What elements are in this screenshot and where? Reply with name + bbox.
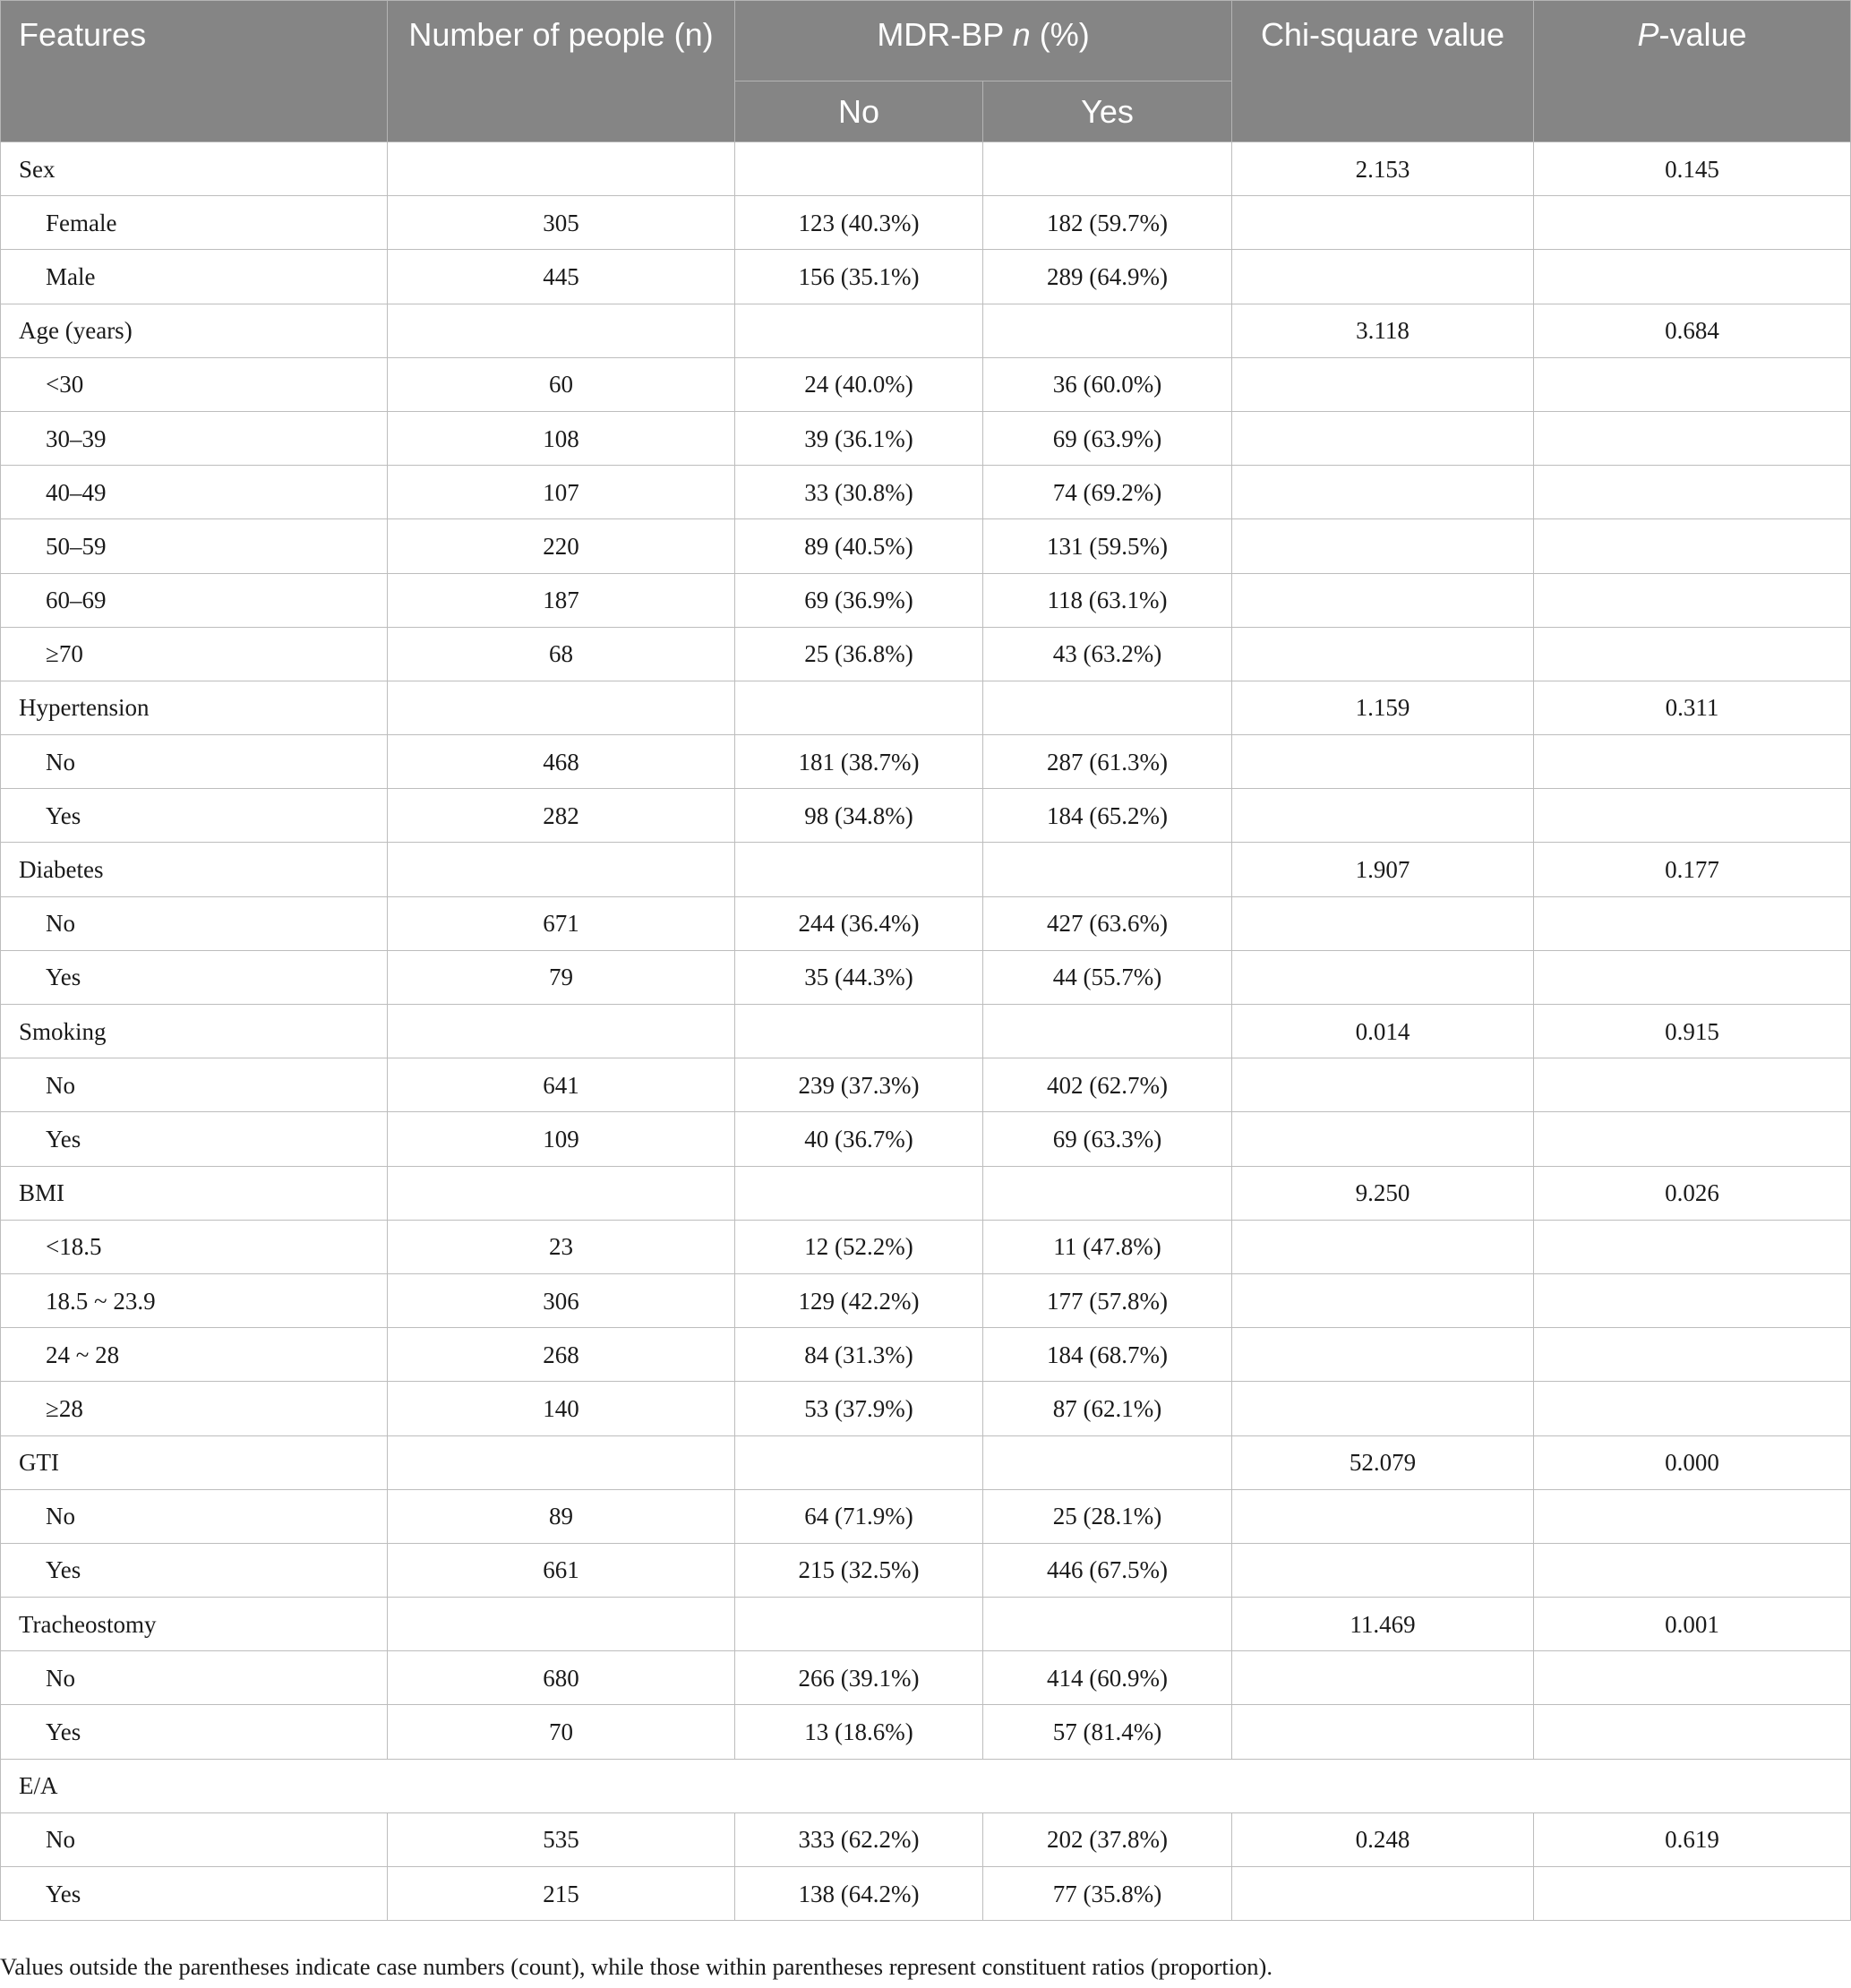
cell-mdr-no: 181 (38.7%) (735, 735, 983, 789)
cell-chi-square (1232, 1220, 1534, 1273)
cell-p-value (1534, 1112, 1851, 1166)
cell-chi-square (1232, 519, 1534, 573)
table-row (1, 950, 1851, 1004)
table-row (1, 1812, 1851, 1866)
cell-number-of-people: 535 (388, 1812, 735, 1866)
cell-mdr-no: 13 (18.6%) (735, 1705, 983, 1759)
cell-chi-square (1232, 896, 1534, 950)
table-row (1, 411, 1851, 465)
cell-p-value: 0.684 (1534, 304, 1851, 357)
table-row (1, 250, 1851, 304)
cell-number-of-people (388, 1598, 735, 1651)
cell-chi-square (1232, 357, 1534, 411)
row-label: Age (years) (1, 304, 388, 357)
header-number-of-people: Number of people (n) (388, 1, 735, 142)
header-p-letter: P (1637, 16, 1659, 53)
cell-mdr-no (735, 681, 983, 734)
cell-chi-square: 0.248 (1232, 1812, 1534, 1866)
table-row (1, 1220, 1851, 1273)
cell-mdr-yes (983, 142, 1232, 196)
cell-mdr-yes: 402 (62.7%) (983, 1058, 1232, 1112)
cell-mdr-yes: 11 (47.8%) (983, 1220, 1232, 1273)
cell-p-value (1534, 1058, 1851, 1112)
cell-p-value (1534, 1651, 1851, 1705)
cell-mdr-no (735, 1005, 983, 1058)
table-row (1, 573, 1851, 627)
cell-chi-square: 0.014 (1232, 1005, 1534, 1058)
cell-number-of-people: 282 (388, 789, 735, 843)
table-row (1, 1328, 1851, 1382)
row-label: Yes (1, 789, 388, 843)
cell-chi-square (1232, 950, 1534, 1004)
header-chi-square: Chi-square value (1232, 1, 1534, 142)
cell-chi-square (1232, 1382, 1534, 1435)
cell-number-of-people: 68 (388, 627, 735, 681)
table-row (1, 1651, 1851, 1705)
row-label: Yes (1, 950, 388, 1004)
cell-mdr-no: 239 (37.3%) (735, 1058, 983, 1112)
cell-chi-square (1232, 1651, 1534, 1705)
cell-p-value (1534, 196, 1851, 250)
table-row (1, 1489, 1851, 1543)
cell-number-of-people: 109 (388, 1112, 735, 1166)
row-label: No (1, 896, 388, 950)
cell-number-of-people: 107 (388, 466, 735, 519)
cell-mdr-yes: 77 (35.8%) (983, 1867, 1232, 1921)
row-label: No (1, 1058, 388, 1112)
table-row (1, 896, 1851, 950)
cell-mdr-no: 35 (44.3%) (735, 950, 983, 1004)
table-row (1, 1273, 1851, 1327)
cell-chi-square: 52.079 (1232, 1435, 1534, 1489)
cell-number-of-people (388, 142, 735, 196)
table-header (1, 1, 1851, 142)
cell-mdr-no: 12 (52.2%) (735, 1220, 983, 1273)
cell-mdr-no: 24 (40.0%) (735, 357, 983, 411)
cell-number-of-people: 60 (388, 357, 735, 411)
cell-mdr-no: 98 (34.8%) (735, 789, 983, 843)
header-p-value (1534, 1, 1851, 142)
cell-chi-square (1232, 1867, 1534, 1921)
cell-mdr-no: 123 (40.3%) (735, 196, 983, 250)
cell-mdr-yes: 446 (67.5%) (983, 1543, 1232, 1597)
cell-p-value (1534, 466, 1851, 519)
cell-mdr-yes: 184 (68.7%) (983, 1328, 1232, 1382)
cell-p-value (1534, 896, 1851, 950)
row-label: Yes (1, 1112, 388, 1166)
cell-p-value (1534, 250, 1851, 304)
cell-mdr-no: 129 (42.2%) (735, 1273, 983, 1327)
cell-p-value (1534, 1867, 1851, 1921)
cell-mdr-yes (983, 1166, 1232, 1220)
cell-number-of-people: 661 (388, 1543, 735, 1597)
header-mdr-suffix: (%) (1030, 16, 1090, 53)
cell-chi-square (1232, 735, 1534, 789)
cell-number-of-people (388, 1166, 735, 1220)
row-label: ≥28 (1, 1382, 388, 1435)
cell-number-of-people: 305 (388, 196, 735, 250)
row-label: BMI (1, 1166, 388, 1220)
cell-mdr-yes: 414 (60.9%) (983, 1651, 1232, 1705)
cell-mdr-yes: 69 (63.3%) (983, 1112, 1232, 1166)
cell-mdr-no: 64 (71.9%) (735, 1489, 983, 1543)
cell-chi-square (1232, 250, 1534, 304)
cell-p-value (1534, 357, 1851, 411)
row-label: Hypertension (1, 681, 388, 734)
cell-number-of-people: 215 (388, 1867, 735, 1921)
cell-mdr-no (735, 1435, 983, 1489)
row-label: Male (1, 250, 388, 304)
row-label: Female (1, 196, 388, 250)
cell-number-of-people: 306 (388, 1273, 735, 1327)
cell-chi-square: 9.250 (1232, 1166, 1534, 1220)
header-sub-yes: Yes (983, 81, 1232, 142)
cell-mdr-yes: 87 (62.1%) (983, 1382, 1232, 1435)
cell-number-of-people: 220 (388, 519, 735, 573)
cell-number-of-people (388, 681, 735, 734)
cell-mdr-no (735, 843, 983, 896)
header-mdr-n: n (1012, 16, 1031, 53)
row-label: No (1, 735, 388, 789)
cell-p-value: 0.177 (1534, 843, 1851, 896)
row-label: No (1, 1651, 388, 1705)
cell-p-value: 0.311 (1534, 681, 1851, 734)
table-row (1, 1166, 1851, 1220)
cell-number-of-people: 140 (388, 1382, 735, 1435)
cell-p-value (1534, 573, 1851, 627)
table-row (1, 466, 1851, 519)
cell-mdr-no: 25 (36.8%) (735, 627, 983, 681)
cell-number-of-people (388, 1435, 735, 1489)
table-row (1, 1705, 1851, 1759)
table-row (1, 1112, 1851, 1166)
cell-p-value: 0.026 (1534, 1166, 1851, 1220)
table-body (1, 142, 1851, 1921)
cell-p-value: 0.619 (1534, 1812, 1851, 1866)
table-row (1, 1598, 1851, 1651)
cell-mdr-no (735, 142, 983, 196)
table-row (1, 357, 1851, 411)
cell-chi-square (1232, 1058, 1534, 1112)
row-label: 30–39 (1, 411, 388, 465)
cell-chi-square (1232, 466, 1534, 519)
row-label: Yes (1, 1705, 388, 1759)
header-mdr-bp (735, 1, 1232, 81)
cell-mdr-yes: 36 (60.0%) (983, 357, 1232, 411)
cell-mdr-no: 33 (30.8%) (735, 466, 983, 519)
cell-p-value (1534, 1705, 1851, 1759)
cell-mdr-yes (983, 1005, 1232, 1058)
table-row (1, 519, 1851, 573)
cell-p-value: 0.145 (1534, 142, 1851, 196)
cell-chi-square (1232, 1273, 1534, 1327)
cell-mdr-yes: 182 (59.7%) (983, 196, 1232, 250)
cell-p-value (1534, 1220, 1851, 1273)
cell-chi-square (1232, 789, 1534, 843)
cell-mdr-no: 138 (64.2%) (735, 1867, 983, 1921)
cell-chi-square: 1.907 (1232, 843, 1534, 896)
row-label: Smoking (1, 1005, 388, 1058)
row-label: <30 (1, 357, 388, 411)
cell-mdr-yes (983, 843, 1232, 896)
table-row (1, 1543, 1851, 1597)
row-label: Sex (1, 142, 388, 196)
row-label: 60–69 (1, 573, 388, 627)
cell-mdr-no: 39 (36.1%) (735, 411, 983, 465)
cell-chi-square (1232, 196, 1534, 250)
cell-number-of-people: 187 (388, 573, 735, 627)
cell-chi-square: 3.118 (1232, 304, 1534, 357)
cell-number-of-people: 70 (388, 1705, 735, 1759)
header-mdr-prefix: MDR-BP (877, 16, 1013, 53)
header-features: Features (1, 1, 388, 142)
cell-number-of-people: 671 (388, 896, 735, 950)
cell-mdr-no: 69 (36.9%) (735, 573, 983, 627)
row-label: <18.5 (1, 1220, 388, 1273)
table-row (1, 1382, 1851, 1435)
cell-number-of-people: 680 (388, 1651, 735, 1705)
cell-p-value (1534, 950, 1851, 1004)
cell-number-of-people (388, 1005, 735, 1058)
cell-mdr-no (735, 1166, 983, 1220)
cell-p-value (1534, 411, 1851, 465)
cell-mdr-yes: 25 (28.1%) (983, 1489, 1232, 1543)
header-sub-no: No (735, 81, 983, 142)
row-label: GTI (1, 1435, 388, 1489)
cell-mdr-no: 156 (35.1%) (735, 250, 983, 304)
cell-number-of-people (388, 843, 735, 896)
cell-mdr-yes: 118 (63.1%) (983, 573, 1232, 627)
cell-chi-square: 2.153 (1232, 142, 1534, 196)
row-label: 40–49 (1, 466, 388, 519)
cell-mdr-yes: 131 (59.5%) (983, 519, 1232, 573)
table-footnote: Values outside the parentheses indicate case numbers (count), while those within parentheses represent constituent ratios (proportion). (0, 1953, 1273, 1980)
table-row (1, 1435, 1851, 1489)
cell-mdr-no: 266 (39.1%) (735, 1651, 983, 1705)
cell-mdr-yes (983, 1435, 1232, 1489)
cell-mdr-yes: 184 (65.2%) (983, 789, 1232, 843)
cell-mdr-no: 84 (31.3%) (735, 1328, 983, 1382)
row-label: Tracheostomy (1, 1598, 388, 1651)
table-row (1, 843, 1851, 896)
cell-chi-square (1232, 411, 1534, 465)
table-row (1, 1867, 1851, 1921)
cell-chi-square (1232, 1328, 1534, 1382)
table-row (1, 1759, 1851, 1812)
table-row (1, 681, 1851, 734)
cell-mdr-yes: 289 (64.9%) (983, 250, 1232, 304)
cell-p-value: 0.001 (1534, 1598, 1851, 1651)
cell-p-value: 0.000 (1534, 1435, 1851, 1489)
cell-mdr-yes: 57 (81.4%) (983, 1705, 1232, 1759)
cell-number-of-people: 79 (388, 950, 735, 1004)
row-label: 18.5 ~ 23.9 (1, 1273, 388, 1327)
cell-mdr-no: 333 (62.2%) (735, 1812, 983, 1866)
cell-p-value (1534, 789, 1851, 843)
cell-mdr-no: 215 (32.5%) (735, 1543, 983, 1597)
cell-p-value: 0.915 (1534, 1005, 1851, 1058)
cell-p-value (1534, 519, 1851, 573)
row-label: Diabetes (1, 843, 388, 896)
table-row (1, 735, 1851, 789)
cell-chi-square (1232, 1112, 1534, 1166)
cell-number-of-people (388, 304, 735, 357)
row-label: ≥70 (1, 627, 388, 681)
cell-chi-square: 1.159 (1232, 681, 1534, 734)
cell-mdr-yes: 69 (63.9%) (983, 411, 1232, 465)
cell-mdr-yes: 287 (61.3%) (983, 735, 1232, 789)
table-row (1, 1005, 1851, 1058)
header-p-suffix: -value (1658, 16, 1747, 53)
cell-mdr-yes: 177 (57.8%) (983, 1273, 1232, 1327)
cell-mdr-yes (983, 1598, 1232, 1651)
row-label: Yes (1, 1867, 388, 1921)
cell-mdr-no (735, 1598, 983, 1651)
row-label: Yes (1, 1543, 388, 1597)
cell-p-value (1534, 1273, 1851, 1327)
row-label: 50–59 (1, 519, 388, 573)
table-row (1, 142, 1851, 196)
cell-mdr-yes: 44 (55.7%) (983, 950, 1232, 1004)
cell-mdr-yes (983, 304, 1232, 357)
cell-p-value (1534, 735, 1851, 789)
cell-mdr-no: 89 (40.5%) (735, 519, 983, 573)
table-row (1, 304, 1851, 357)
row-label: No (1, 1812, 388, 1866)
cell-mdr-yes (983, 681, 1232, 734)
cell-number-of-people: 268 (388, 1328, 735, 1382)
cell-mdr-no: 40 (36.7%) (735, 1112, 983, 1166)
table-row (1, 196, 1851, 250)
cell-chi-square (1232, 627, 1534, 681)
row-label: E/A (1, 1759, 1851, 1812)
cell-mdr-yes: 202 (37.8%) (983, 1812, 1232, 1866)
cell-p-value (1534, 1543, 1851, 1597)
cell-chi-square: 11.469 (1232, 1598, 1534, 1651)
cell-p-value (1534, 1328, 1851, 1382)
cell-number-of-people: 108 (388, 411, 735, 465)
cell-mdr-yes: 427 (63.6%) (983, 896, 1232, 950)
cell-mdr-yes: 74 (69.2%) (983, 466, 1232, 519)
table-row (1, 789, 1851, 843)
cell-p-value (1534, 1382, 1851, 1435)
cell-number-of-people: 89 (388, 1489, 735, 1543)
cell-number-of-people: 468 (388, 735, 735, 789)
cell-p-value (1534, 1489, 1851, 1543)
cell-mdr-no: 244 (36.4%) (735, 896, 983, 950)
cell-chi-square (1232, 1543, 1534, 1597)
row-label: 24 ~ 28 (1, 1328, 388, 1382)
cell-chi-square (1232, 1489, 1534, 1543)
row-label: No (1, 1489, 388, 1543)
cell-number-of-people: 641 (388, 1058, 735, 1112)
table-row (1, 627, 1851, 681)
cell-chi-square (1232, 1705, 1534, 1759)
cell-chi-square (1232, 573, 1534, 627)
cell-number-of-people: 445 (388, 250, 735, 304)
cell-number-of-people: 23 (388, 1220, 735, 1273)
cell-p-value (1534, 627, 1851, 681)
cell-mdr-yes: 43 (63.2%) (983, 627, 1232, 681)
table-row (1, 1058, 1851, 1112)
cell-mdr-no (735, 304, 983, 357)
cell-mdr-no: 53 (37.9%) (735, 1382, 983, 1435)
